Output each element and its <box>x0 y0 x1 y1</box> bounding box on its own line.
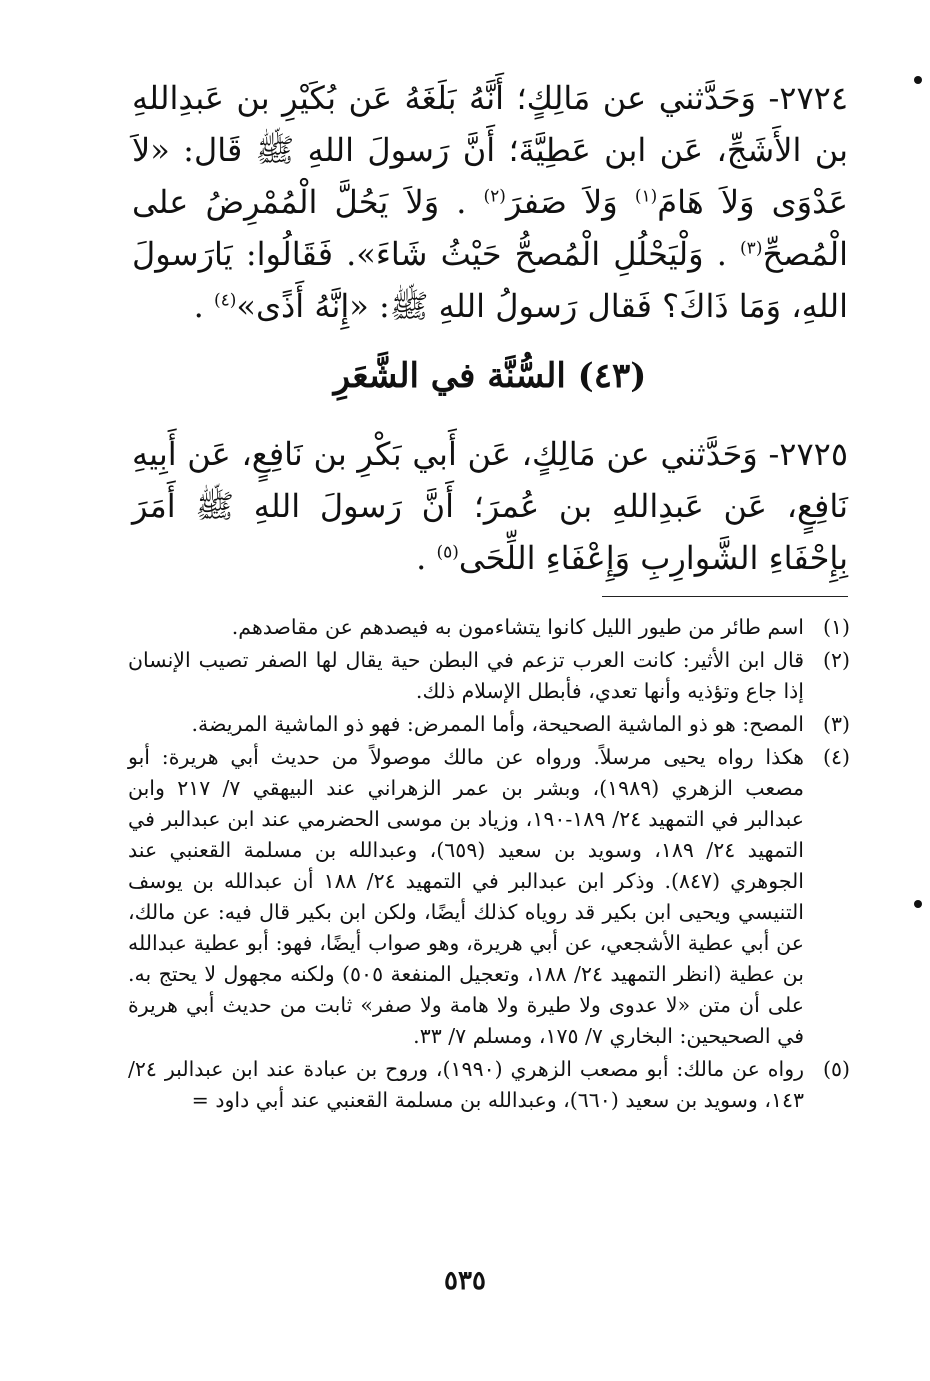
hadith-2724-text-2: وَلاَ صَفرَ <box>505 183 635 221</box>
footnote-item <box>128 742 850 1052</box>
footnote-divider <box>602 596 848 597</box>
hadith-2724 <box>132 72 848 332</box>
footnote-item <box>128 612 850 643</box>
footnote-text: هكذا رواه يحيى مرسلاً. ورواه عن مالك موصولاً من حديث أبي هريرة: أبو مصعب الزهري (١٩٨٩)، وبشر بن عمر الزهراني عند البيهقي ٧/ ٢١٧ وابن عبدالبر في التمهيد ٢٤/ ١٨٩-١٩٠، وزياد بن موسى الحضرمي عند ابن عبدالبر في التمهيد ٢٤/ ١٨٩، وسويد بن سعيد (٦٥٩)، وعبدالله بن مسلمة القعنبي عند الجوهري (٨٤٧). وذكر ابن عبدالبر في التمهيد ٢٤/ ١٨٨ أن عبدالله بن يوسف التنيسي ويحيى ابن بكير قد روياه كذلك أيضًا، ولكن ابن بكير قال فيه: عن مالك، عن أبي عطية الأشجعي، عن أبي هريرة، وهو صواب أيضًا، فهو: أبو عطية عبدالله بن عطية (انظر التمهيد ٢٤/ ١٨٨، وتعجيل المنفعة ٥٠٥) ولكنه مجهول لا يحتج به. على أن متن «لا عدوى ولا طيرة ولا هامة ولا صفر» ثابت من حديث أبي هريرة في الصحيحين: البخاري ٧/ ١٧٥، ومسلم ٧/ ٣٣. <box>128 745 804 1048</box>
hadith-2725 <box>132 428 848 584</box>
footnote-text: اسم طائر من طيور الليل كانوا يتشاءمون به فيصدهم عن مقاصدهم. <box>231 615 804 639</box>
hadith-2724-text-3: . وَلاَ يَحُلَّ الْمُمْرِضُ على الْمُصحِّ <box>132 183 848 273</box>
footnotes-list <box>128 612 850 1118</box>
section-heading: (٤٣) السُّنَّة في الشَّعَرِ <box>333 356 647 396</box>
footnote-number: (٢) <box>822 648 850 672</box>
hadith-2724-text-5: . <box>193 287 214 325</box>
footnote-text: قال ابن الأثير: كانت العرب تزعم في البطن حية يقال لها الصفر تصيب الإنسان إذا جاع وتؤذيه وأنها تعدي، فأبطل الإسلام ذلك. <box>128 648 804 703</box>
footnote-item <box>128 709 850 740</box>
footnote-number: (٤) <box>822 745 850 769</box>
footnote-ref-1[interactable]: (١) <box>634 186 658 207</box>
footnote-ref-3[interactable]: (٣) <box>740 238 763 259</box>
footnote-text: المصح: هو ذو الماشية الصحيحة، وأما الممرض: فهو ذو الماشية المريضة. <box>191 712 804 736</box>
footnote-item <box>128 645 850 707</box>
footnote-item <box>128 1054 850 1116</box>
footnote-number: (٥) <box>822 1057 850 1081</box>
hadith-2724-text: ٢٧٢٤- وَحَدَّثني عن مَالِكٍ؛ أَنَّهُ بَلَغَهُ عَن بُكَيْرِ بن عَبدِاللهِ بن الأَشَجِّ، عَن ابن عَطِيَّةَ؛ أَنَّ رَسولَ اللهِ ﷺ قَال: «لاَ عَدْوَى وَلاَ هَامَ <box>132 79 849 221</box>
page-number: ٥٣٥ <box>444 1266 486 1296</box>
hadith-2724-text-4: . وَلْيَحْلُلِ الْمُصحُّ حَيْثُ شَاءَ». فَقَالُوا: يَارَسولَ اللهِ، وَمَا ذَاكَ؟ فَقال رَسولُ اللهِ ﷺ: «إِنَّهُ أَذًى» <box>132 235 848 325</box>
footnote-text: رواه عن مالك: أبو مصعب الزهري (١٩٩٠)، وروح بن عبادة عند ابن عبدالبر ٢٤/ ١٤٣، وسويد بن سعيد (٦٦٠)، وعبدالله بن مسلمة القعنبي عند أبي داود = <box>128 1057 804 1112</box>
footnote-ref-4[interactable]: (٤) <box>213 290 237 311</box>
footnote-ref-5[interactable]: (٥) <box>436 542 459 563</box>
footnote-number: (١) <box>822 615 850 639</box>
hadith-2725-text: ٢٧٢٥- وَحَدَّثني عن مَالِكٍ، عَن أَبي بَكْرِ بن نَافِعٍ، عَن أَبِيهِ نَافِعٍ، عَن عَبدِاللهِ بن عُمرَ؛ أَنَّ رَسولَ اللهِ ﷺ أَمَرَ بِإِحْفَاءِ الشَّوارِبِ وَإِعْفَاءِ اللِّحَى <box>132 435 848 577</box>
footnote-number: (٣) <box>822 712 850 736</box>
margin-dot <box>914 76 922 84</box>
margin-dot <box>914 900 922 908</box>
footnote-ref-2[interactable]: (٢) <box>483 186 506 207</box>
hadith-2725-text-2: . <box>416 539 437 577</box>
